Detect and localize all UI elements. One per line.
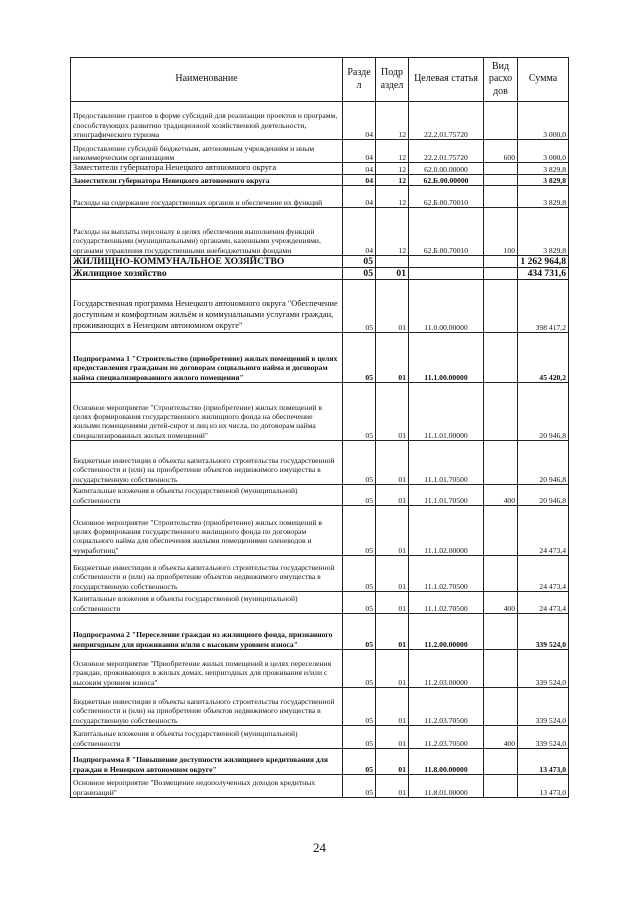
table-row — [71, 748, 569, 774]
row-name: Расходы на выплаты персоналу в целях обеспечения выполнения функций государственными (муниципальными) органами, казенными учреждениями, органами управления государственными внебюджетными фондами — [71, 207, 343, 255]
row-expense-type — [484, 555, 518, 591]
row-subsection: 01 — [376, 649, 409, 687]
row-subsection: 01 — [376, 440, 409, 484]
row-section: 05 — [343, 279, 376, 332]
header-section: Разде л — [343, 58, 376, 102]
row-sum: 434 731,6 — [518, 267, 569, 279]
row-name: Предоставление субсидий бюджетным, автономным учреждениям и иным некоммерческим организациям — [71, 140, 343, 163]
table-header-row — [71, 58, 569, 102]
row-subsection: 01 — [376, 505, 409, 555]
row-expense-type — [484, 163, 518, 175]
row-section: 05 — [343, 555, 376, 591]
row-name: Основное мероприятие "Строительство (приобретение) жилых помещений в целях формирования государственного жилищного фонда на обеспечение жилыми помещениями детей-сирот и лиц из их числа, по договорам найма специализированных жилых помещений" — [71, 382, 343, 440]
row-expense-type: 400 — [484, 591, 518, 613]
row-target: 11.1.01.00000 — [409, 382, 484, 440]
row-section: 05 — [343, 687, 376, 725]
row-section: 05 — [343, 484, 376, 505]
row-target: 11.1.01.70500 — [409, 484, 484, 505]
row-name: Расходы на содержание государственных органов и обеспечение их функций — [71, 185, 343, 207]
row-sum: 24 473,4 — [518, 505, 569, 555]
row-sum: 13 473,0 — [518, 748, 569, 774]
row-subsection: 01 — [376, 555, 409, 591]
row-subsection: 12 — [376, 174, 409, 185]
table-row — [71, 279, 569, 332]
row-target: 11.1.01.70500 — [409, 440, 484, 484]
row-target: 11.2.03.00000 — [409, 649, 484, 687]
row-sum: 339 524,0 — [518, 613, 569, 649]
table-row — [71, 649, 569, 687]
table-row — [71, 613, 569, 649]
row-sum: 339 524,0 — [518, 649, 569, 687]
row-sum: 45 420,2 — [518, 332, 569, 382]
row-subsection — [376, 255, 409, 267]
row-name: Подпрограмма 2 "Переселение граждан из жилищного фонда, признанного непригодным для проживания и/или с высоким уровнем износа" — [71, 613, 343, 649]
row-section: 05 — [343, 725, 376, 748]
row-sum: 339 524,0 — [518, 687, 569, 725]
row-section: 04 — [343, 185, 376, 207]
row-subsection: 12 — [376, 207, 409, 255]
row-expense-type — [484, 185, 518, 207]
row-name: Жилищное хозяйство — [71, 267, 343, 279]
row-target — [409, 267, 484, 279]
row-target: 11.0.00.00000 — [409, 279, 484, 332]
budget-table — [70, 57, 569, 798]
row-subsection: 12 — [376, 102, 409, 140]
row-expense-type — [484, 505, 518, 555]
table-row — [71, 440, 569, 484]
table-row — [71, 267, 569, 279]
table-row — [71, 774, 569, 797]
row-section: 05 — [343, 613, 376, 649]
row-subsection: 01 — [376, 613, 409, 649]
row-subsection: 01 — [376, 725, 409, 748]
row-subsection: 01 — [376, 687, 409, 725]
row-target: 62.Б.00.70010 — [409, 185, 484, 207]
table-row — [71, 102, 569, 140]
row-target: 22.2.01.75720 — [409, 140, 484, 163]
row-sum: 398 417,2 — [518, 279, 569, 332]
row-name: Бюджетные инвестиции в объекты капитального строительства государственной собственности и (или) на приобретение объектов недвижимого имущества в государственную собственность — [71, 555, 343, 591]
row-section: 04 — [343, 140, 376, 163]
row-section: 05 — [343, 332, 376, 382]
row-subsection: 01 — [376, 774, 409, 797]
header-sum: Сумма — [518, 58, 569, 102]
row-sum: 24 473,4 — [518, 555, 569, 591]
table-row — [71, 687, 569, 725]
row-target: 62.Б.00.00000 — [409, 174, 484, 185]
row-name: Подпрограмма 8 "Повышение доступности жилищного кредитования для граждан в Ненецком автономном округе" — [71, 748, 343, 774]
table-row — [71, 484, 569, 505]
row-name: Капитальные вложения в объекты государственной (муниципальной) собственности — [71, 484, 343, 505]
row-expense-type: 400 — [484, 725, 518, 748]
row-target: 11.1.00.00000 — [409, 332, 484, 382]
row-name: Государственная программа Ненецкого автономного округа "Обеспечение доступным и комфортным жильём и коммунальными услугами граждан, проживающих в Ненецком автономном округе" — [71, 279, 343, 332]
row-section: 05 — [343, 505, 376, 555]
row-section: 04 — [343, 102, 376, 140]
row-section: 04 — [343, 174, 376, 185]
row-target: 11.8.00.00000 — [409, 748, 484, 774]
row-subsection: 01 — [376, 382, 409, 440]
table-row — [71, 591, 569, 613]
row-subsection: 12 — [376, 140, 409, 163]
row-section: 05 — [343, 748, 376, 774]
row-section: 05 — [343, 382, 376, 440]
row-expense-type: 100 — [484, 207, 518, 255]
row-sum: 3 000,0 — [518, 140, 569, 163]
row-name: Основное мероприятие "Приобретение жилых помещений в целях переселения граждан, проживающих в жилых домах, непригодных для проживания и/или с высоким уровнем износа" — [71, 649, 343, 687]
row-name: Предоставление грантов в форме субсидий для реализации проектов и программ, способствующих развитию традиционной хозяйственной деятельности, этнографического туризма — [71, 102, 343, 140]
row-target: 22.2.01.75720 — [409, 102, 484, 140]
row-expense-type — [484, 279, 518, 332]
page-number: 24 — [313, 840, 326, 855]
row-section: 05 — [343, 774, 376, 797]
row-name: Заместители губернатора Ненецкого автономного округа — [71, 174, 343, 185]
row-target: 62.Б.00.70010 — [409, 207, 484, 255]
row-sum: 24 473,4 — [518, 591, 569, 613]
table-row — [71, 382, 569, 440]
row-expense-type — [484, 102, 518, 140]
row-subsection: 01 — [376, 267, 409, 279]
row-sum: 20 946,8 — [518, 382, 569, 440]
row-expense-type — [484, 382, 518, 440]
row-name: Бюджетные инвестиции в объекты капитального строительства государственной собственности и (или) на приобретение объектов недвижимого имущества в государственную собственность — [71, 440, 343, 484]
row-expense-type — [484, 255, 518, 267]
row-expense-type — [484, 440, 518, 484]
table-row — [71, 174, 569, 185]
row-expense-type — [484, 613, 518, 649]
row-name: Капитальные вложения в объекты государственной (муниципальной) собственности — [71, 591, 343, 613]
row-subsection: 01 — [376, 591, 409, 613]
row-sum: 1 262 964,8 — [518, 255, 569, 267]
row-target: 11.1.02.00000 — [409, 505, 484, 555]
row-subsection: 01 — [376, 484, 409, 505]
row-name: Бюджетные инвестиции в объекты капитального строительства государственной собственности и (или) на приобретение объектов недвижимого имущества в государственную собственность — [71, 687, 343, 725]
row-expense-type — [484, 267, 518, 279]
row-target — [409, 255, 484, 267]
row-name: Заместители губернатора Ненецкого автономного округа — [71, 163, 343, 175]
row-expense-type — [484, 774, 518, 797]
row-subsection: 12 — [376, 163, 409, 175]
table-row — [71, 332, 569, 382]
header-name: Наименование — [71, 58, 343, 102]
row-section: 04 — [343, 207, 376, 255]
row-target: 11.1.02.70500 — [409, 555, 484, 591]
row-expense-type — [484, 687, 518, 725]
table-row — [71, 140, 569, 163]
row-section: 05 — [343, 267, 376, 279]
row-subsection: 12 — [376, 185, 409, 207]
row-name: Капитальные вложения в объекты государственной (муниципальной) собственности — [71, 725, 343, 748]
row-section: 05 — [343, 255, 376, 267]
row-expense-type — [484, 748, 518, 774]
row-target: 11.1.02.70500 — [409, 591, 484, 613]
table-row — [71, 725, 569, 748]
row-sum: 3 829,8 — [518, 207, 569, 255]
row-section: 05 — [343, 440, 376, 484]
row-subsection: 01 — [376, 332, 409, 382]
row-subsection: 01 — [376, 748, 409, 774]
row-expense-type — [484, 332, 518, 382]
row-subsection: 01 — [376, 279, 409, 332]
row-target: 11.8.01.00000 — [409, 774, 484, 797]
table-row — [71, 505, 569, 555]
row-sum: 3 000,0 — [518, 102, 569, 140]
row-target: 11.2.03.70500 — [409, 725, 484, 748]
row-section: 05 — [343, 649, 376, 687]
row-name: Основное мероприятие "Возмещение недополученных доходов кредитных организаций" — [71, 774, 343, 797]
table-row — [71, 555, 569, 591]
row-sum: 3 829,8 — [518, 185, 569, 207]
table-row — [71, 185, 569, 207]
row-sum: 3 829,8 — [518, 163, 569, 175]
table-row — [71, 163, 569, 175]
table-row — [71, 207, 569, 255]
row-sum: 13 473,0 — [518, 774, 569, 797]
row-name: ЖИЛИЩНО-КОММУНАЛЬНОЕ ХОЗЯЙСТВО — [71, 255, 343, 267]
header-expense-type: Вид расхо дов — [484, 58, 518, 102]
row-section: 05 — [343, 591, 376, 613]
row-sum: 3 829,8 — [518, 174, 569, 185]
row-target: 11.2.00.00000 — [409, 613, 484, 649]
row-name: Основное мероприятие "Строительство (приобретение) жилых помещений в целях формирования государственного жилищного фонда по договорам социального найма для обеспечения жилыми помещениями оленеводов и чумработниц" — [71, 505, 343, 555]
row-target: 62.0.00.00000 — [409, 163, 484, 175]
header-subsection: Подр аздел — [376, 58, 409, 102]
row-expense-type — [484, 174, 518, 185]
row-expense-type — [484, 649, 518, 687]
row-sum: 20 946,8 — [518, 440, 569, 484]
row-sum: 20 946,8 — [518, 484, 569, 505]
header-target: Целевая статья — [409, 58, 484, 102]
row-expense-type: 400 — [484, 484, 518, 505]
row-expense-type: 600 — [484, 140, 518, 163]
row-name: Подпрограмма 1 "Строительство (приобретение) жилых помещений в целях предоставления гражданам по договорам социального найма и договорам найма специализированного жилого помещения" — [71, 332, 343, 382]
row-target: 11.2.03.70500 — [409, 687, 484, 725]
row-section: 04 — [343, 163, 376, 175]
table-row — [71, 255, 569, 267]
row-sum: 339 524,0 — [518, 725, 569, 748]
